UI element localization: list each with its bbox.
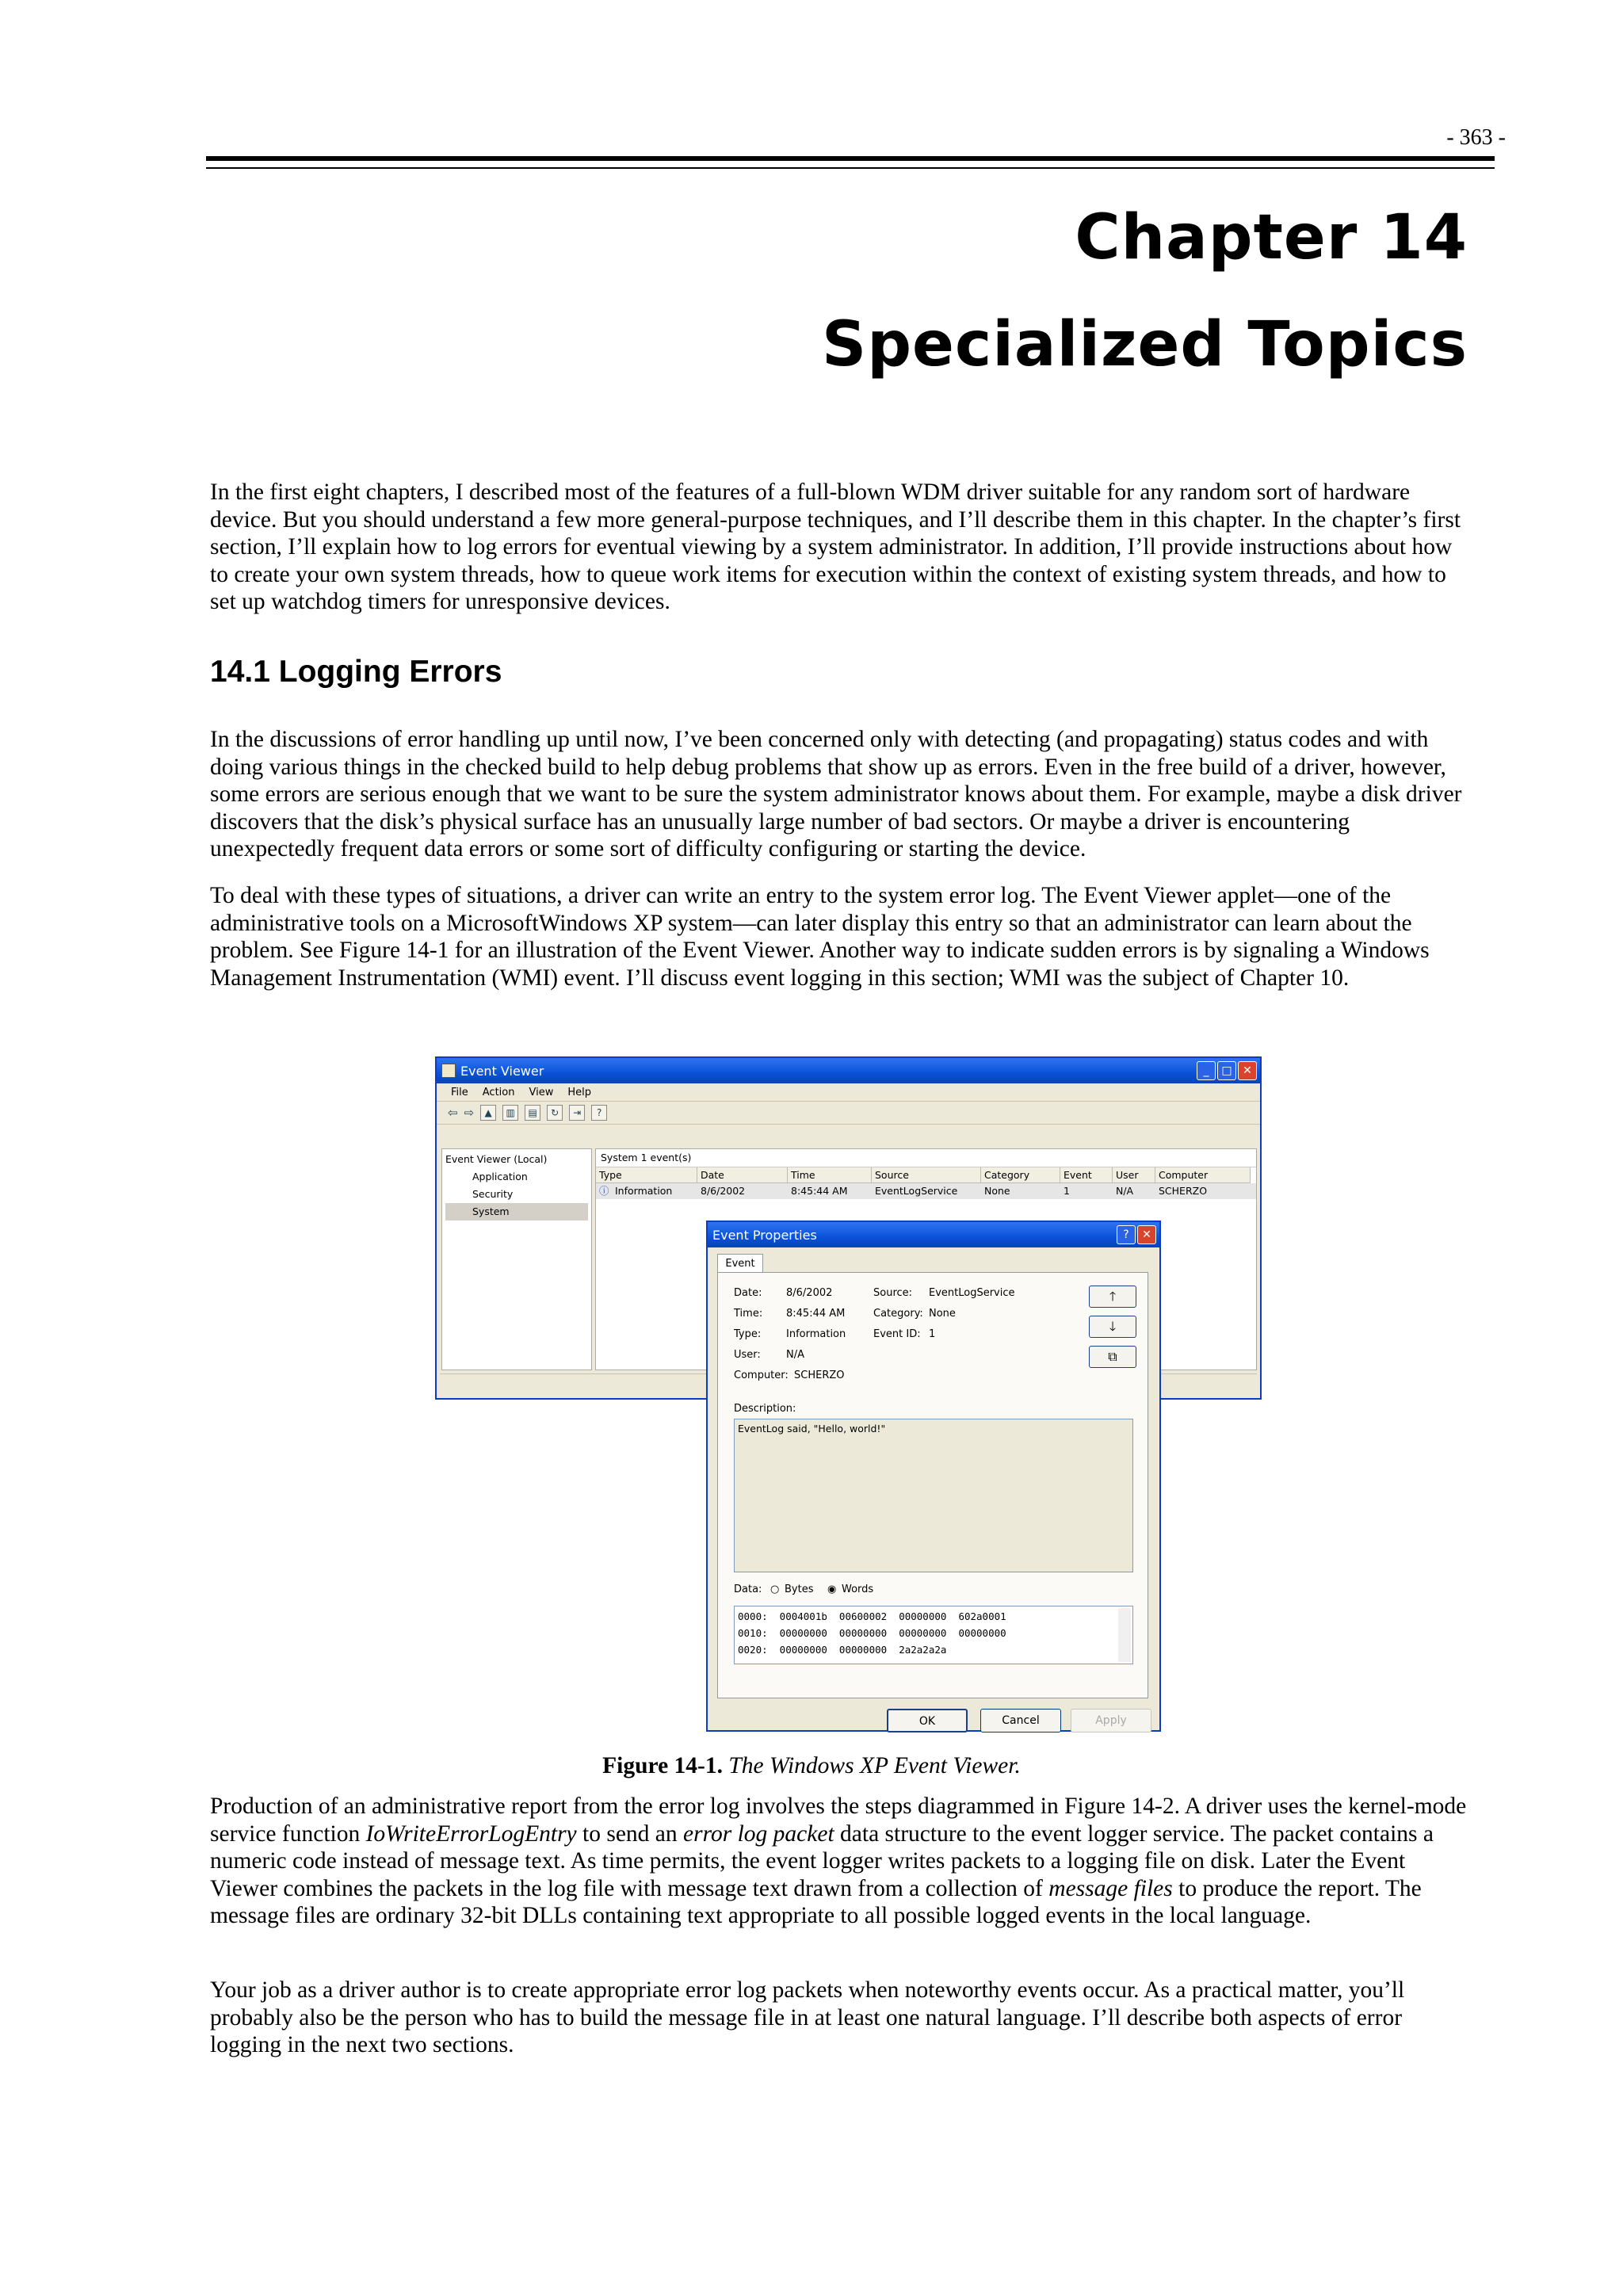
figure-caption	[0, 1753, 1623, 1779]
next-event-button[interactable]: 🡓	[1089, 1316, 1136, 1338]
apply-button[interactable]: Apply	[1071, 1709, 1151, 1733]
term-message-files: message files	[1048, 1875, 1173, 1901]
event-properties-dialog	[706, 1221, 1161, 1732]
cell-event: 1	[1064, 1185, 1070, 1197]
menu-file[interactable]: File	[451, 1086, 468, 1098]
tab-event[interactable]: Event	[717, 1254, 763, 1274]
column-type[interactable]: Type	[596, 1167, 697, 1183]
column-event[interactable]: Event	[1060, 1167, 1113, 1183]
tree-pane	[441, 1148, 592, 1370]
tree-item-security[interactable]: Security	[472, 1188, 514, 1200]
computer-label: Computer:	[734, 1370, 789, 1381]
time-value: 8:45:44 AM	[786, 1308, 846, 1320]
table-row[interactable]	[596, 1183, 1256, 1199]
words-radio-label: Words	[842, 1584, 874, 1595]
cell-date: 8/6/2002	[701, 1185, 746, 1197]
column-computer[interactable]: Computer	[1155, 1167, 1251, 1183]
term-error-log-packet: error log packet	[683, 1820, 834, 1847]
refresh-icon[interactable]: ↻	[547, 1105, 563, 1121]
type-label: Type:	[734, 1328, 762, 1340]
user-value: N/A	[786, 1349, 804, 1361]
dialog-controls	[1117, 1225, 1156, 1244]
column-date[interactable]: Date	[697, 1167, 788, 1183]
after-figure-paragraph-1	[210, 1793, 1470, 1930]
minimize-icon[interactable]: _	[1197, 1061, 1216, 1080]
event-viewer-app-icon	[441, 1064, 456, 1078]
description-field[interactable]: EventLog said, "Hello, world!"	[734, 1419, 1133, 1572]
help-icon[interactable]: ?	[591, 1105, 607, 1121]
header-rule-thick	[206, 156, 1495, 161]
data-label: Data:	[734, 1584, 762, 1595]
column-source[interactable]: Source	[872, 1167, 981, 1183]
intro-paragraph: In the first eight chapters, I described most of the features of a full-blown WDM driver suitable for any random sort of hardware device. But you should understand a few more general-purpose techniques, and I’ll describe them in this chapter. In the chapter’s first section, I’ll explain how to log errors for eventual viewing by a system administrator. In addition, I’ll provide instructions about how to create your own system threads, how to queue work items for execution within the context of existing system threads, and how to set up watchdog timers for unresponsive devices.	[210, 479, 1461, 614]
list-header: System 1 event(s)	[596, 1149, 1256, 1167]
menu-bar	[437, 1083, 1260, 1102]
section-heading: 14.1 Logging Errors	[210, 655, 502, 689]
source-value: EventLogService	[929, 1287, 1015, 1299]
data-line: 0010: 00000000 00000000 00000000 00000000	[738, 1627, 1006, 1639]
properties-icon[interactable]: ▤	[525, 1105, 540, 1121]
dialog-body	[708, 1247, 1159, 1730]
section-paragraph-2: To deal with these types of situations, a driver can write an entry to the system error log. The Event Viewer applet—one of the administrative tools on a MicrosoftWindows XP system—can later display this entry so that an administrator can learn about the problem. See Figure 14-1 for an illustration of the Event Viewer. Another way to indicate sudden errors is by signaling a Windows Management Instrumentation (WMI) event. I’ll discuss event logging in this section; WMI was the subject of Chapter 10.	[210, 883, 1430, 991]
cell-user: N/A	[1116, 1185, 1134, 1197]
cell-source: EventLogService	[875, 1185, 958, 1197]
category-label: Category:	[873, 1308, 923, 1320]
forward-arrow-icon[interactable]: ⇨	[464, 1106, 475, 1120]
data-scrollbar[interactable]	[1118, 1608, 1131, 1662]
cell-category: None	[984, 1185, 1010, 1197]
column-user[interactable]: User	[1113, 1167, 1155, 1183]
event-tab-panel	[717, 1272, 1148, 1698]
data-line: 0000: 0004001b 00600002 00000000 602a0001	[738, 1610, 1006, 1622]
information-icon: ⓘ	[599, 1185, 609, 1197]
computer-value: SCHERZO	[794, 1370, 845, 1381]
event-id-label: Event ID:	[873, 1328, 921, 1340]
bytes-radio-label: Bytes	[785, 1584, 814, 1595]
previous-event-button[interactable]: 🡑	[1089, 1286, 1136, 1308]
p1-part-a: Production of an administrative report from the error log involves the steps diagrammed in Figure 14-2. A driver uses the kernel-mode service function	[210, 1794, 1467, 1847]
menu-help[interactable]: Help	[567, 1086, 591, 1098]
event-viewer-title: Event Viewer	[460, 1063, 544, 1079]
description-label: Description:	[734, 1403, 796, 1415]
p1-part-c: data structure to the event logger service. The packet contains a numeric code instead of message text. As time permits, the event logger writes packets to a logging file on disk. Later the Event Viewer combines the packets in the log file with message text drawn from a collection of	[210, 1820, 1434, 1901]
close-icon[interactable]: ✕	[1238, 1061, 1257, 1080]
data-field[interactable]	[734, 1606, 1133, 1664]
menu-view[interactable]: View	[529, 1086, 554, 1098]
user-label: User:	[734, 1349, 761, 1361]
help-question-icon[interactable]: ?	[1117, 1225, 1136, 1244]
up-folder-icon[interactable]: ▲	[480, 1105, 496, 1121]
show-hide-tree-icon[interactable]: ▥	[502, 1105, 518, 1121]
p1-part-d: to produce the report. The message files are ordinary 32-bit DLLs containing text appropriate to all possible logged events in the local language.	[210, 1875, 1422, 1928]
event-id-value: 1	[929, 1328, 936, 1340]
cell-time: 8:45:44 AM	[791, 1185, 848, 1197]
column-time[interactable]: Time	[788, 1167, 872, 1183]
page-number: - 363 -	[1446, 125, 1506, 150]
type-value: Information	[786, 1328, 846, 1340]
tree-item-system[interactable]: System	[445, 1203, 588, 1221]
event-properties-title: Event Properties	[712, 1227, 817, 1243]
cell-type: Information	[615, 1185, 673, 1197]
date-value: 8/6/2002	[786, 1287, 833, 1299]
copy-button[interactable]: ⧉	[1089, 1346, 1136, 1368]
close-icon[interactable]: ✕	[1137, 1225, 1156, 1244]
time-label: Time:	[734, 1308, 763, 1320]
figure-caption-text: The Windows XP Event Viewer.	[728, 1753, 1021, 1778]
cell-computer: SCHERZO	[1159, 1185, 1208, 1197]
chapter-number: Chapter 14	[1075, 202, 1468, 273]
data-line: 0020: 00000000 00000000 2a2a2a2a	[738, 1644, 947, 1656]
back-arrow-icon[interactable]: ⇦	[448, 1106, 458, 1120]
cancel-button[interactable]: Cancel	[980, 1709, 1061, 1733]
window-controls	[1197, 1061, 1257, 1080]
bytes-radio[interactable]: ○	[770, 1584, 780, 1595]
header-rule-thin	[206, 167, 1495, 169]
chapter-title: Specialized Topics	[822, 309, 1468, 380]
menu-action[interactable]: Action	[482, 1086, 515, 1098]
event-viewer-titlebar	[437, 1058, 1260, 1083]
export-list-icon[interactable]: ⇥	[569, 1105, 585, 1121]
date-label: Date:	[734, 1287, 762, 1299]
maximize-icon[interactable]: □	[1217, 1061, 1236, 1080]
column-category[interactable]: Category	[981, 1167, 1060, 1183]
figure-caption-number: Figure 14-1.	[602, 1753, 724, 1778]
source-label: Source:	[873, 1287, 913, 1299]
after-figure-paragraph-2: Your job as a driver author is to create appropriate error log packets when noteworthy events occur. As a practical matter, you’ll probably also be the person who has to build the message file in at least one natural language. I’ll describe both aspects of error logging in the next two sections.	[210, 1977, 1405, 2057]
category-value: None	[929, 1308, 956, 1320]
column-headers	[596, 1167, 1256, 1183]
event-properties-titlebar	[708, 1222, 1159, 1247]
tree-item-application[interactable]: Application	[472, 1171, 528, 1182]
function-name: IoWriteErrorLogEntry	[365, 1820, 577, 1847]
ok-button[interactable]: OK	[887, 1709, 968, 1733]
words-radio[interactable]: ◉	[827, 1584, 837, 1595]
toolbar	[437, 1102, 1260, 1125]
p1-part-b: to send an	[576, 1820, 684, 1847]
section-paragraph-1: In the discussions of error handling up until now, I’ve been concerned only with detecting (and propagating) status codes and with doing various things in the checked build to help debug problems that show up as errors. Even in the free build of a driver, however, some errors are serious enough that we want to be sure the system administrator knows about them. For example, maybe a disk driver discovers that the disk’s physical surface has an unusually large number of bad sectors. Or maybe a driver is encountering unexpectedly frequent data errors or some sort of difficulty configuring or starting the device.	[210, 727, 1462, 861]
tree-root[interactable]: Event Viewer (Local)	[445, 1153, 548, 1165]
